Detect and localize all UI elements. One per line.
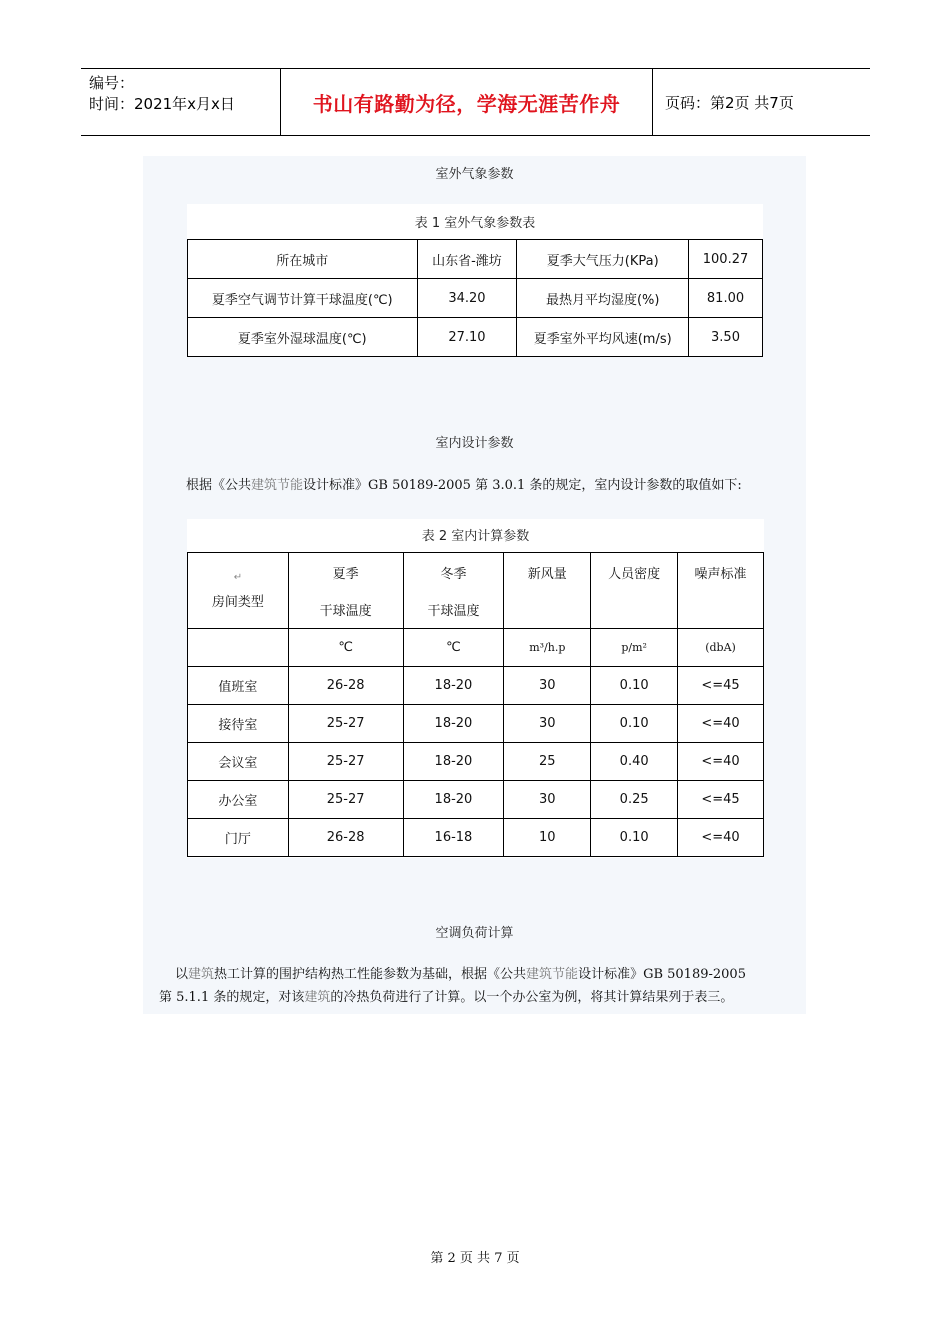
table-row	[188, 819, 764, 857]
header-winter: 冬季 干球温度	[403, 553, 504, 629]
content-area	[143, 156, 806, 1014]
table-cell: 山东省-潍坊	[417, 240, 517, 279]
table-cell: 27.10	[417, 318, 517, 357]
table-cell: 25-27	[288, 781, 403, 819]
indoor-section-title: 室内设计参数	[435, 436, 514, 451]
table-cell: 夏季空气调节计算干球温度(℃)	[188, 279, 418, 318]
header-room-type: ↵ 房间类型	[188, 553, 289, 629]
table-cell: 门厅	[188, 819, 289, 857]
table-row	[188, 318, 763, 357]
header-summer: 夏季 干球温度	[288, 553, 403, 629]
table-cell: 26-28	[288, 819, 403, 857]
table-cell: 3.50	[689, 318, 763, 357]
outdoor-parameters-table	[187, 239, 763, 357]
table-cell: 办公室	[188, 781, 289, 819]
table-cell: 夏季室外湿球温度(℃)	[188, 318, 418, 357]
header-density: 人员密度	[591, 553, 678, 629]
table-cell: 26-28	[288, 667, 403, 705]
table-cell: <=45	[678, 667, 764, 705]
table-row	[188, 781, 764, 819]
table2-caption: 表 2 室内计算参数	[421, 529, 530, 544]
table-cell: 25-27	[288, 705, 403, 743]
table-row	[188, 279, 763, 318]
table-cell: 100.27	[689, 240, 763, 279]
table-row	[188, 240, 763, 279]
table-cell: 25	[504, 743, 591, 781]
table-cell: 30	[504, 705, 591, 743]
table-cell: 25-27	[288, 743, 403, 781]
outdoor-section-title: 室外气象参数	[435, 167, 514, 182]
load-paragraph-line1: 以建筑热工计算的围护结构热工性能参数为基础，根据《公共建筑节能设计标准》GB 50189-2005	[175, 967, 746, 982]
unit-fresh-air: m³/h.p	[504, 629, 591, 667]
page-header	[81, 68, 870, 136]
load-section-title: 空调负荷计算	[435, 926, 514, 941]
table-cell: 所在城市	[188, 240, 418, 279]
table-cell: 0.25	[591, 781, 678, 819]
table-cell: <=40	[678, 819, 764, 857]
table-cell: 夏季室外平均风速(m/s)	[517, 318, 689, 357]
table-cell: <=45	[678, 781, 764, 819]
load-paragraph-line2: 第 5.1.1 条的规定，对该建筑的冷热负荷进行了计算。以一个办公室为例，将其计算结果列于表三。	[159, 990, 734, 1005]
table-cell: 0.40	[591, 743, 678, 781]
header-motto: 书山有路勤为径，学海无涯苦作舟	[281, 69, 653, 135]
document-number-label: 编号：	[89, 74, 135, 92]
header-fresh-air: 新风量	[504, 553, 591, 629]
indoor-paragraph: 根据《公共建筑节能设计标准》GB 50189-2005 第 3.0.1 条的规定，室内设计参数的取值如下:	[186, 478, 742, 493]
table-cell: 夏季大气压力(KPa)	[517, 240, 689, 279]
table-cell: 18-20	[403, 781, 504, 819]
table-cell: 值班室	[188, 667, 289, 705]
table-cell: 0.10	[591, 819, 678, 857]
header-noise: 噪声标准	[678, 553, 764, 629]
table-row	[188, 743, 764, 781]
unit-noise: (dbA)	[678, 629, 764, 667]
table-cell: 18-20	[403, 667, 504, 705]
table-cell: 34.20	[417, 279, 517, 318]
table-row	[188, 667, 764, 705]
table-cell: 30	[504, 667, 591, 705]
table-cell: <=40	[678, 743, 764, 781]
unit-summer: ℃	[288, 629, 403, 667]
unit-winter: ℃	[403, 629, 504, 667]
table-cell: 30	[504, 781, 591, 819]
table2-image	[187, 519, 764, 858]
table-cell: 16-18	[403, 819, 504, 857]
header-page-info: 页码：第2页 共7页	[665, 93, 794, 112]
table-cell: 18-20	[403, 743, 504, 781]
table-row	[188, 705, 764, 743]
table-cell: 0.10	[591, 705, 678, 743]
indoor-parameters-table	[187, 552, 764, 857]
unit-density: p/m²	[591, 629, 678, 667]
table-cell: 18-20	[403, 705, 504, 743]
document-date: 时间：2021年x月x日	[89, 95, 235, 113]
table-cell: <=40	[678, 705, 764, 743]
page-footer: 第 2 页 共 7 页	[430, 1251, 520, 1266]
table-cell: 0.10	[591, 667, 678, 705]
header-meta	[81, 69, 281, 135]
table-cell: 81.00	[689, 279, 763, 318]
table1-image	[187, 204, 763, 356]
table-cell: 接待室	[188, 705, 289, 743]
table-cell: 10	[504, 819, 591, 857]
table-cell: 最热月平均湿度(%)	[517, 279, 689, 318]
unit-empty	[188, 629, 289, 667]
table1-caption: 表 1 室外气象参数表	[414, 216, 536, 231]
table-cell: 会议室	[188, 743, 289, 781]
